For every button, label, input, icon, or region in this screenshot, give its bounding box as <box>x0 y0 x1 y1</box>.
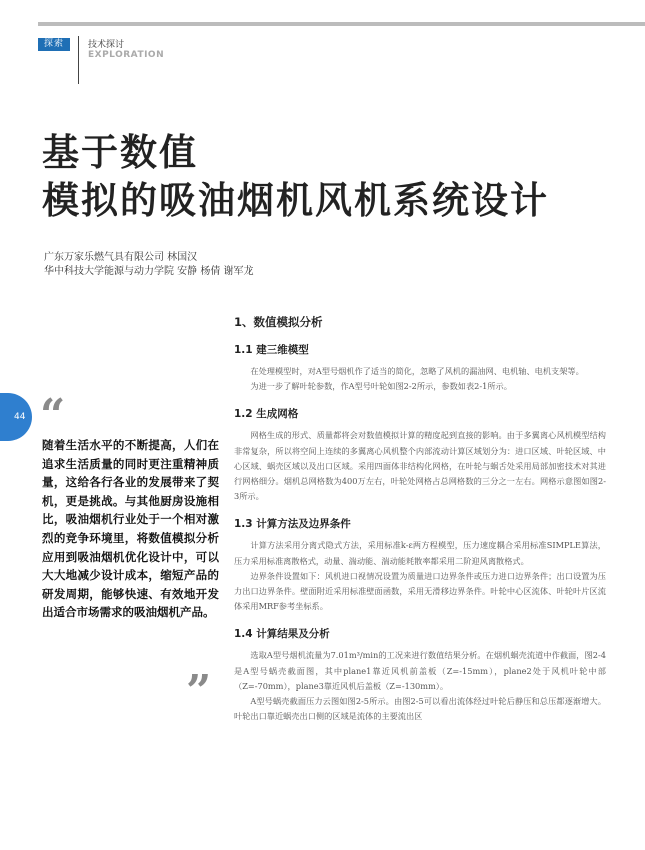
paragraph: A型号蜗壳截面压力云图如图2-5所示。由图2-5可以看出流体经过叶轮后静压和总压都逐渐增大。叶轮出口靠近蜗壳出口侧的区域是流体的主要流出区 <box>234 696 606 722</box>
paragraph: 为进一步了解叶轮参数，作A型号叶轮如图2-2所示，参数如表2-1所示。 <box>250 381 512 392</box>
title-line-1: 基于数值 <box>42 130 198 174</box>
paragraph: 边界条件设置如下：风机进口视情况设置为质量进口边界条件或压力进口边界条件；出口设置为压力出口边界条件。壁面附近采用标准壁面函数，采用无滑移边界条件。叶轮中心区流体、叶轮叶片区流体采用MRF参考坐标系。 <box>234 570 606 612</box>
pull-quote: 随着生活水平的不断提高，人们在追求生活质量的同时更注重精神质量，这给各行各业的发展带来了契机，更是挑战。与其他厨房设施相比，吸油烟机行业处于一个相对激烈的竞争环境里，将数值模拟分析应用到吸油烟机优化设计中，可以大大地减少设计成本，缩短产品的研发周期，能够快速、有效地开发出适合市场需求的吸油烟机产品。 <box>42 438 219 620</box>
paragraph: 在处理模型时，对A型号烟机作了适当的简化，忽略了风机的漏油网、电机轴、电机支架等。 <box>250 366 584 376</box>
paragraph: 计算方法采用分离式隐式方法，采用标准k-ε两方程模型，压力速度耦合采用标准SIMPLE算法，压力采用标准离散格式，动量、湍动能、湍动能耗散率都采用二阶迎风离散格式。 <box>234 540 606 566</box>
article-title <box>42 128 549 224</box>
subsection-heading: 1.1 建三维模型 <box>234 344 309 356</box>
section-badge: 探索 <box>38 38 70 51</box>
open-quote-icon: “ <box>40 390 66 441</box>
title-line-2: 模拟的吸油烟机风机系统设计 <box>42 178 549 222</box>
page-number: 44 <box>14 412 26 422</box>
author-line-1: 广东万家乐燃气具有限公司 林国汉 <box>44 252 198 263</box>
author-block <box>44 251 254 279</box>
close-quote-icon: ” <box>186 666 212 717</box>
page-number-tab <box>0 393 32 441</box>
section-name: 技术探讨 <box>88 40 125 50</box>
article-body <box>234 314 606 724</box>
paragraph: 选取A型号烟机流量为7.01m³/min的工况来进行数值结果分析。在烟机蜗壳流道中作截面，图2-4是A型号蜗壳截面图，其中plane1靠近风机前盖板（Z=-15mm），plane2处于风机叶轮中部（Z=-70mm），plane3靠近风机后盖板（Z=-130mm）。 <box>234 650 606 691</box>
header-divider <box>78 36 79 84</box>
subsection-heading: 1.2 生成网格 <box>234 408 299 421</box>
subsection-heading: 1.3 计算方法及边界条件 <box>234 518 351 531</box>
section-heading: 1、数值模拟分析 <box>234 315 323 329</box>
paragraph: 网格生成的形式、质量都将会对数值模拟计算的精度起到直接的影响。由于多翼离心风机模型结构非常复杂，所以将空间上连续的多翼离心风机整个内部流动计算区域划分为：进口区域、叶轮区域、中心区域、蜗壳区域以及出口区域。采用四面体非结构化网格，在叶轮与蜗舌处采用局部加密技术对其进行网格细分。烟机总网格数为400万左右，叶轮处网格占总网格数的三分之一左右。网格示意图如图2-3所示。 <box>234 430 606 502</box>
author-line-2: 华中科技大学能源与动力学院 安静 杨倩 谢军龙 <box>44 266 254 277</box>
subsection-heading: 1.4 计算结果及分析 <box>234 628 330 641</box>
section-name-english: EXPLORATION <box>88 50 165 60</box>
top-rule <box>38 22 645 26</box>
